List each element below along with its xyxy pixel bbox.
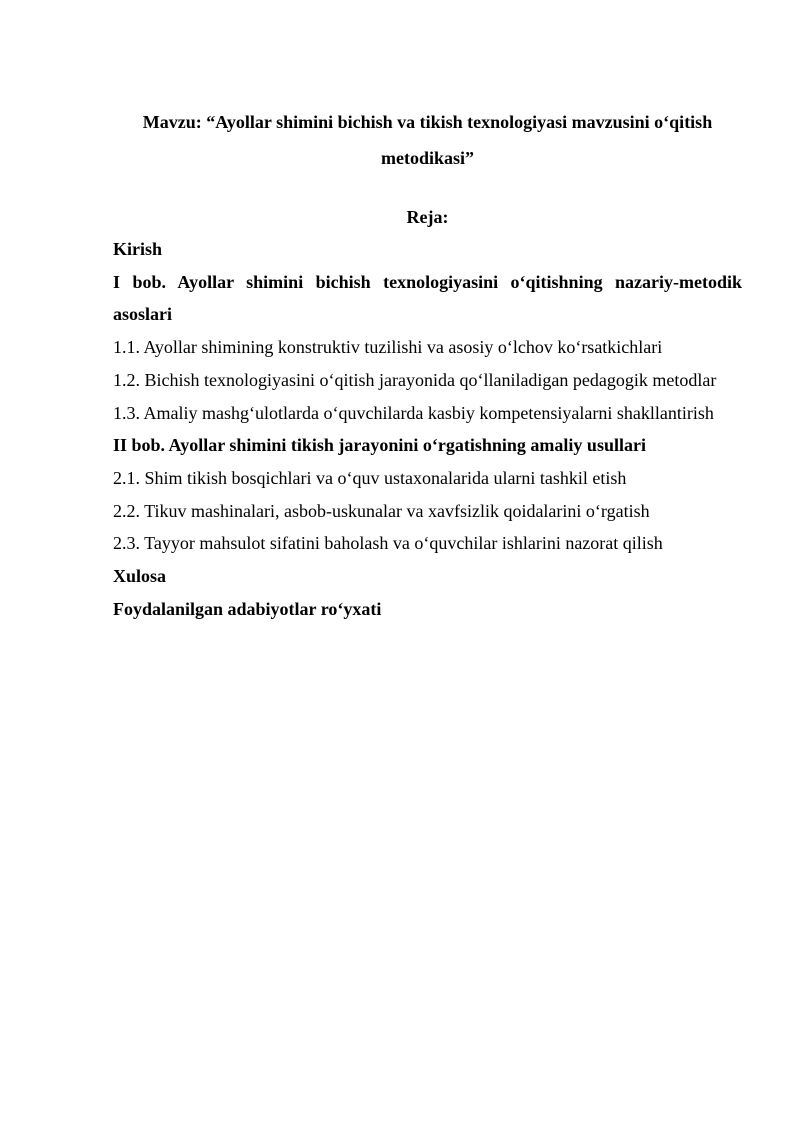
toc-chapter-2-title: II bob. Ayollar shimini tikish jarayonini o‘rgatishning amaliy usullari [113, 435, 646, 456]
table-of-contents [113, 233, 742, 625]
plan-heading: Reja: [406, 207, 449, 227]
toc-section-2-3: 2.3. Tayyor mahsulot sifatini baholash va o‘quvchilar ishlarini nazorat qilish [113, 533, 663, 554]
toc-chapter-1-title: I bob. Ayollar shimini bichish texnologiyasini o‘qitishning nazariy-metodik asoslari [113, 271, 742, 325]
toc-intro: Kirish [113, 239, 163, 259]
toc-conclusion: Xulosa [113, 566, 167, 587]
toc-section-1-3: 1.3. Amaliy mashg‘ulotlarda o‘quvchilarda kasbiy kompetensiyalarni shakllantirish [113, 402, 714, 423]
toc-references: Foydalanilgan adabiyotlar ro‘yxati [113, 598, 382, 619]
document-title: Mavzu: “Ayollar shimini bichish va tikish texnologiyasi mavzusini o‘qitish metodikasi” [142, 112, 713, 168]
toc-section-2-2: 2.2. Tikuv mashinalari, asbob-uskunalar va xavfsizlik qoidalarini o‘rgatish [113, 500, 650, 521]
toc-section-2-1: 2.1. Shim tikish bosqichlari va o‘quv ustaxonalarida ularni tashkil etish [113, 467, 627, 488]
toc-section-1-1: 1.1. Ayollar shimining konstruktiv tuzilishi va asosiy o‘lchov ko‘rsatkichlari [113, 337, 663, 358]
toc-section-1-2: 1.2. Bichish texnologiyasini o‘qitish jarayonida qo‘llaniladigan pedagogik metodlar [113, 369, 717, 390]
